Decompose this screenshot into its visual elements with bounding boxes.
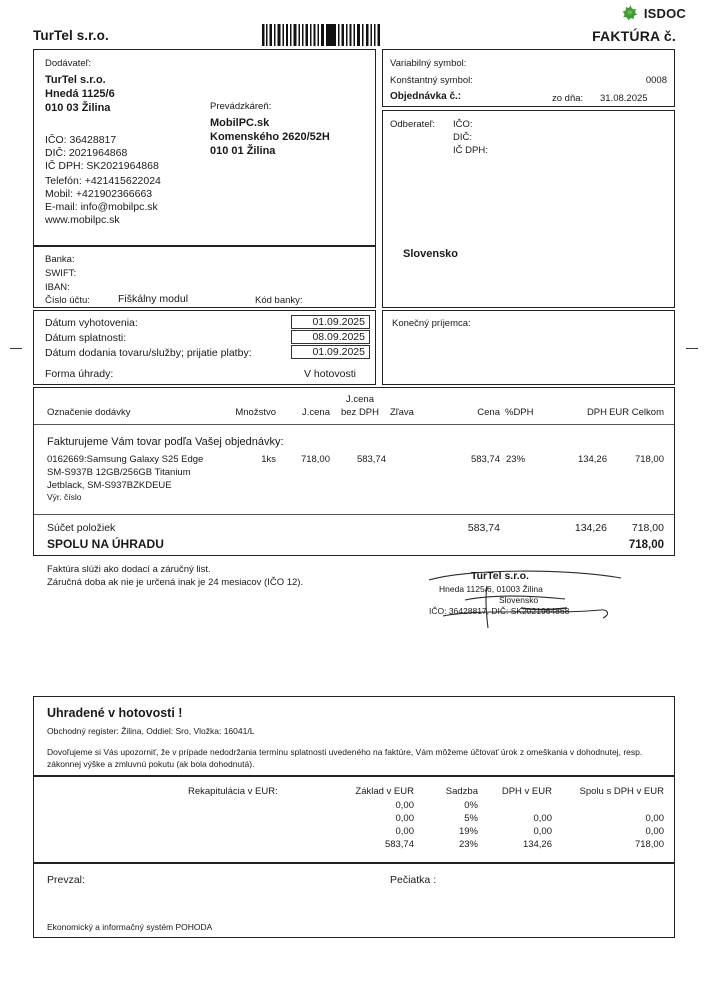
recap-total-3: 718,00: [634, 839, 664, 850]
col-header-quantity: Množstvo: [235, 407, 276, 418]
supplier-email: E-mail: info@mobilpc.sk: [45, 201, 158, 213]
account-value: Fiškálny modul: [118, 293, 189, 305]
stamp-address: Hneda 1125/6, 01003 Žilina: [439, 584, 543, 594]
subtotal-price: 583,74: [467, 522, 500, 534]
business-register: Obchodný register: Žilina, Oddiel: Sro, Vložka: 16041/L: [47, 726, 255, 736]
customer-dic-label: DIČ:: [453, 132, 472, 143]
supplier-city: 010 03 Žilina: [45, 102, 111, 114]
supplier-name: TurTel s.r.o.: [45, 74, 106, 86]
col-header-vat: DPH: [586, 407, 607, 418]
branch-city: 010 01 Žilina: [210, 145, 276, 157]
subtotal-vat: 134,26: [574, 522, 607, 534]
page-title: FAKTÚRA č.: [592, 28, 676, 44]
order-number-label: Objednávka č.:: [390, 91, 462, 102]
isdoc-star-icon: [621, 4, 640, 23]
delivery-date-value: 01.09.2025: [291, 345, 370, 359]
supplier-caption: Dodávateľ:: [45, 58, 92, 69]
recap-total-2: 0,00: [645, 826, 664, 837]
recap-rate-3: 23%: [458, 839, 478, 850]
supplier-street: Hnedá 1125/6: [45, 88, 115, 100]
recap-vat-3: 134,26: [522, 839, 552, 850]
fold-mark-right: [686, 348, 698, 349]
customer-icdph-label: IČ DPH:: [453, 145, 488, 156]
branch-name: MobilPC.sk: [210, 117, 270, 129]
recap-header-rate: Sadzba: [445, 786, 478, 797]
col-header-vat-rate: %DPH: [505, 407, 534, 418]
customer-ico-label: IČO:: [453, 119, 473, 130]
branch-street: Komenského 2620/52H: [210, 131, 330, 143]
col-header-unit-price-novat-l2: bez DPH: [340, 407, 379, 418]
item-vat-rate: 23%: [506, 454, 526, 465]
supplier-web: www.mobilpc.sk: [45, 214, 120, 226]
fold-mark-left: [10, 348, 22, 349]
delivery-date-label: Dátum dodania tovaru/služby; prijatie platby:: [45, 347, 252, 359]
recap-header-vat: DPH v EUR: [501, 786, 552, 797]
legal-warning-line-1: Dovoľujeme si Vás upozorniť, že v prípade nedodržania termínu splatnosti uvedeného na faktúre, Vám môžeme účtovať úrok z omeškania v dohodnutej, resp.: [47, 747, 643, 757]
subtotal-total: 718,00: [631, 522, 664, 534]
item-unit-price: 718,00: [300, 454, 330, 465]
recap-caption: Rekapitulácia v EUR:: [188, 786, 278, 797]
customer-caption: Odberateľ:: [390, 119, 436, 130]
issue-date-label: Dátum vyhotovenia:: [45, 317, 138, 329]
recap-base-3: 583,74: [384, 839, 414, 850]
item-unit-price-novat: 583,74: [356, 454, 386, 465]
bank-label: Banka:: [45, 254, 75, 265]
col-header-total: EUR Celkom: [609, 407, 664, 418]
swift-label: SWIFT:: [45, 268, 77, 279]
item-description-line-3: Jetblack, SM-S937BZKDEUE: [47, 480, 172, 491]
supplier-ico: IČO: 36428817: [45, 134, 117, 146]
iban-label: IBAN:: [45, 282, 70, 293]
items-header-rule: [34, 424, 674, 425]
final-recipient-caption: Konečný príjemca:: [392, 318, 471, 329]
stamp-country: Slovensko: [499, 595, 539, 605]
paid-heading: Uhradené v hotovosti !: [47, 706, 183, 720]
item-description-line-2: SM-S937B 12GB/256GB Titanium: [47, 467, 191, 478]
recap-header-total: Spolu s DPH v EUR: [579, 786, 664, 797]
col-header-unit-price: J.cena: [302, 407, 330, 418]
recap-rate-1: 5%: [464, 813, 478, 824]
supplier-icdph: IČ DPH: SK2021964868: [45, 160, 159, 172]
supplier-dic: DIČ: 2021964868: [45, 147, 128, 159]
supplier-mobile: Mobil: +421902366663: [45, 188, 153, 200]
order-date-value: 31.08.2025: [600, 93, 648, 104]
stamp-tax-ids: IČO: 36428817, DIČ: SK2021964868: [429, 606, 570, 616]
branch-caption: Prevádzkáreň:: [210, 101, 272, 112]
grand-total-label: SPOLU NA ÚHRADU: [47, 537, 164, 551]
legal-warning-line-2: zákonnej výške a zmluvnú pokutu (ak bola dohodnutá).: [47, 759, 255, 769]
recap-vat-2: 0,00: [533, 826, 552, 837]
customer-box: [382, 110, 675, 308]
recap-rate-0: 0%: [464, 800, 478, 811]
account-label: Číslo účtu:: [45, 295, 90, 306]
order-date-label: zo dňa:: [552, 93, 584, 104]
company-stamp: [425, 566, 635, 628]
stamp-label: Pečiatka :: [390, 874, 437, 886]
recap-rate-2: 19%: [458, 826, 478, 837]
col-header-description: Označenie dodávky: [47, 407, 131, 418]
system-footer: Ekonomický a informačný systém POHODA: [47, 922, 213, 932]
grand-total-value: 718,00: [628, 539, 664, 551]
company-header-name: TurTel s.r.o.: [33, 28, 109, 43]
recap-vat-1: 0,00: [533, 813, 552, 824]
issue-date-value: 01.09.2025: [291, 315, 370, 329]
col-header-discount: Zľava: [390, 407, 414, 418]
recap-base-2: 0,00: [395, 826, 414, 837]
isdoc-label: ISDOC: [643, 6, 686, 21]
subtotal-label: Súčet položiek: [47, 522, 116, 534]
due-date-label: Dátum splatnosti:: [45, 332, 127, 344]
customer-country: Slovensko: [403, 248, 459, 260]
received-by-label: Prevzal:: [47, 874, 85, 886]
constant-symbol-label: Konštantný symbol:: [390, 75, 473, 86]
item-total: 718,00: [634, 454, 664, 465]
constant-symbol-value: 0008: [645, 75, 667, 86]
payment-form-value: V hotovosti: [304, 368, 356, 380]
recap-base-0: 0,00: [395, 800, 414, 811]
item-price: 583,74: [470, 454, 500, 465]
items-subtotal-rule: [34, 514, 674, 515]
bank-code-label: Kód banky:: [255, 295, 303, 306]
payment-form-label: Forma úhrady:: [45, 368, 114, 380]
variable-symbol-label: Variabilný symbol:: [390, 58, 467, 69]
due-date-value: 08.09.2025: [291, 330, 370, 344]
isdoc-logo: [621, 4, 686, 23]
item-quantity: 1ks: [261, 454, 276, 465]
recap-total-1: 0,00: [645, 813, 664, 824]
items-intro: Fakturujeme Vám tovar podľa Vašej objednávky:: [47, 436, 284, 448]
supplier-phone: Telefón: +421415622024: [45, 175, 161, 187]
item-description-line-1: 0162669:Samsung Galaxy S25 Edge: [47, 454, 204, 465]
note-line-2: Záručná doba ak nie je určená inak je 24 mesiacov (IČO 12).: [47, 577, 304, 588]
recap-header-base: Základ v EUR: [355, 786, 414, 797]
item-serial-label: Výr. číslo: [47, 492, 82, 502]
stamp-company-name: TurTel s.r.o.: [471, 570, 529, 582]
col-header-unit-price-novat-l1: J.cena: [346, 394, 374, 405]
col-header-price: Cena: [477, 407, 500, 418]
note-line-1: Faktúra slúži ako dodací a záručný list.: [47, 564, 211, 575]
item-vat: 134,26: [577, 454, 607, 465]
barcode: [262, 24, 380, 46]
recap-base-1: 0,00: [395, 813, 414, 824]
